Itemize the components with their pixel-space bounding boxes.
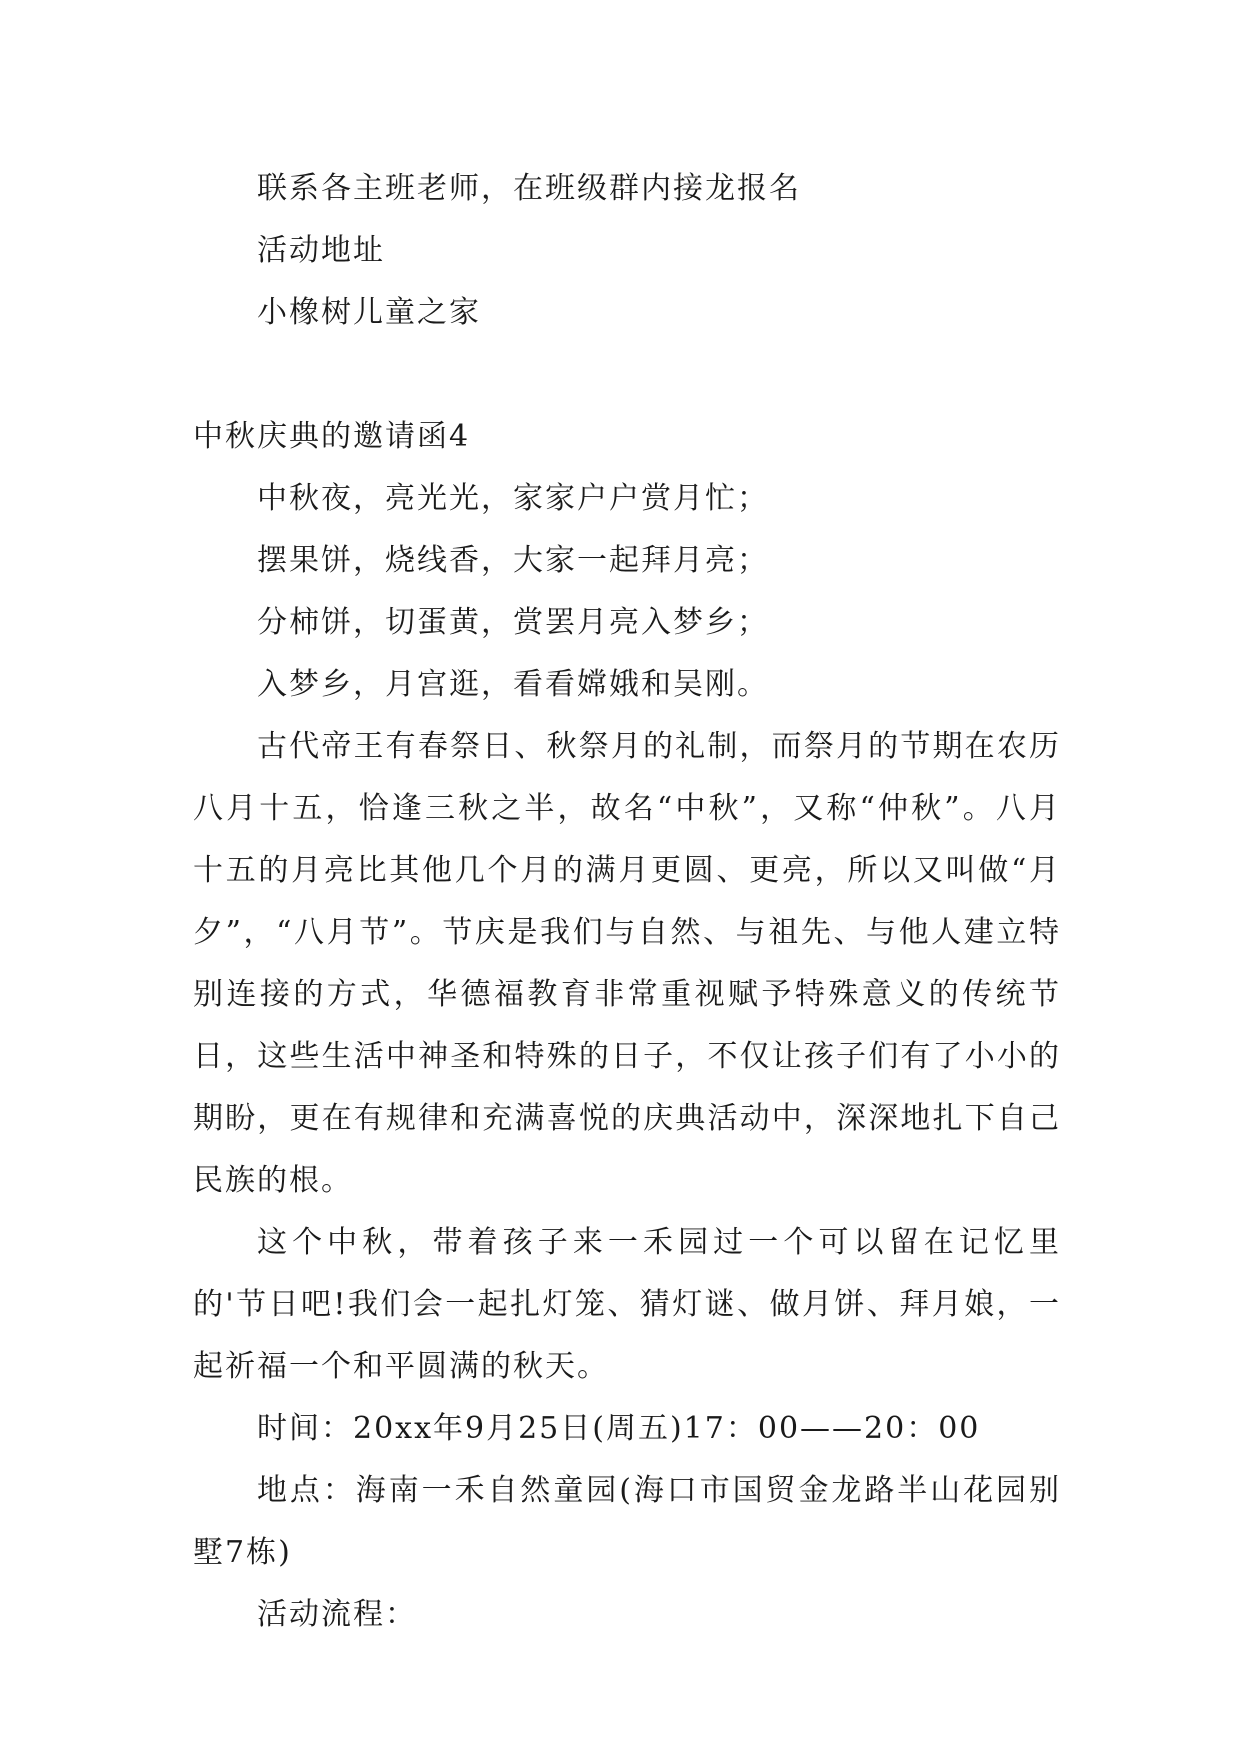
activity-process-label: 活动流程：	[257, 1597, 417, 1632]
poem-line: 中秋夜，亮光光，家家户户赏月忙；	[257, 481, 769, 516]
festival-history-paragraph: 古代帝王有春祭日、秋祭月的礼制，而祭月的节期在农历八月十五，恰逢三秋之半，故名“中秋”，又称“仲秋”。八月十五的月亮比其他几个月的满月更圆、更亮，所以又叫做“月夕”，“八月节”。节庆是我们与自然、与祖先、与他人建立特别连接的方式，华德福教育非常重视赋予特殊意义的传统节日，这些生活中神圣和特殊的日子，不仅让孩子们有了小小的期盼，更在有规律和充满喜悦的庆典活动中，深深地扎下自己民族的根。	[193, 729, 1061, 1198]
event-location: 地点：海南一禾自然童园(海口市国贸金龙路半山花园别墅7栋)	[193, 1473, 1061, 1570]
activity-address-label: 活动地址	[257, 233, 385, 268]
poem-line: 分柿饼，切蛋黄，赏罢月亮入梦乡；	[257, 605, 769, 640]
section-spacer	[193, 344, 1061, 375]
activity-address-value: 小橡树儿童之家	[257, 295, 481, 330]
event-time: 时间：20xx年9月25日(周五)17：00——20：00	[257, 1411, 981, 1446]
document-body	[193, 158, 1061, 1646]
invitation-paragraph: 这个中秋，带着孩子来一禾园过一个可以留在记忆里的'节日吧!我们会一起扎灯笼、猜灯谜、做月饼、拜月娘，一起祈福一个和平圆满的秋天。	[193, 1225, 1061, 1384]
signup-instruction: 联系各主班老师，在班级群内接龙报名	[257, 171, 801, 206]
section-title: 中秋庆典的邀请函4	[193, 419, 471, 454]
poem-line: 摆果饼，烧线香，大家一起拜月亮；	[257, 543, 769, 578]
poem-line: 入梦乡，月宫逛，看看嫦娥和吴刚。	[257, 667, 769, 702]
